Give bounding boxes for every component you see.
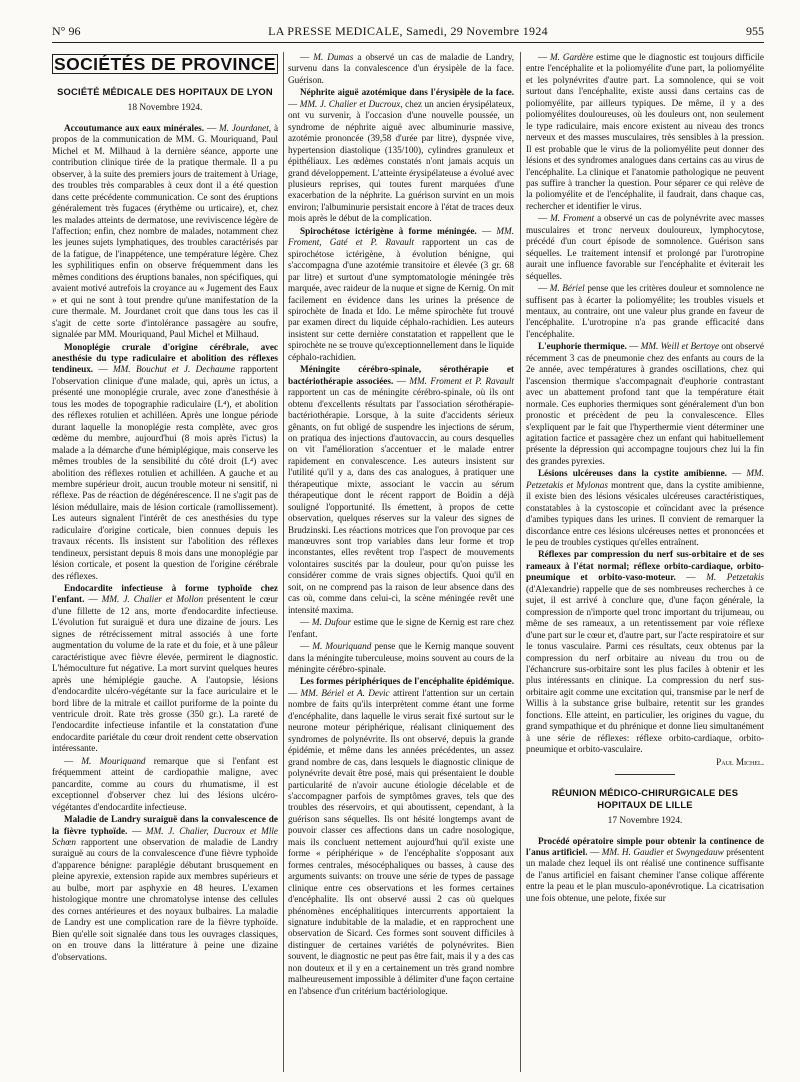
society-heading-lille: RÉUNION MÉDICO-CHIRURGICALE DES HOPITAUX DE LILLE (551, 787, 739, 811)
article-title: Méningite cérébro-spinale, sérothérapie et bactériothérapie associées. (288, 364, 514, 386)
header-rule (52, 42, 764, 43)
article-text: pense que le Kernig manque souvent dans la méningite tuberculeuse, moins souvent au cours de la méningite cérébro-spinale. (288, 641, 514, 675)
article-text: à propos de la communication de MM. G. Mouriquand, Paul Michel et M. Milhaud à la dernière séance, apporte une contribution clinique tirée de la pratique thermale. Il a pu observer, à la suite des premiers jours de traitement à Uriage, des troubles très comparables à ceux dont il a été question dans cette précédente communication. Ce sont des éruptions généralement très fugaces (érythème ou urticaire), et, chez les malades atteints de dermatose, une reviviscence légère de l'affection; enfin, chez nombre de malades, notamment chez les jeunes sujets lymphatiques, des troubles caractérisés par de la fatigue, de l'inappétence, une température légère. Chez les syphilitiques enfin on observe fréquemment dans les mêmes conditions des éruptions banales, non spécifiques, qui avaient motivé autrefois la croyance au « Jugement des Eaux » et qui ne sont à tout prendre qu'une manifestation de la cure thermale. M. Jourdanet croit que dans tous les cas il s'agit de cette sorte d'intolérance passagère au soufre, signalée par MM. Mouriquand, Paul Michel et Milhaud. (52, 122, 278, 340)
article-title: Accoutumance aux eaux minérales. (64, 122, 205, 133)
article-text: estime que le diagnostic est toujours difficile entre l'encéphalite et la poliomyélite d'une part, la poliomyélite et les polynévrites d'autre part. La somnolence, qui se voit surtout dans l'encéphalite, existe aussi dans certains cas de poliomyélite, par ailleurs typiques. De même, il y a des poliomyélites douloureuses, où les douleurs ont, non seulement le type radiculaire, mais encore existent au niveau des troncs nerveux et des masses musculaires, très sensibles à la pression. Il est probable que le virus de la poliomyélite peut donner des lésions et des syndromes analogues dans certains cas au virus de l'encéphalite. La clinique et l'anatomie pathologique ne peuvent pas suffire à trancher la question. Pour séparer ce qui relève de la poliomyélite et de l'encéphalite, il faudrait, dans chaque cas, rechercher et identifier le virus. (526, 52, 764, 211)
article: Les formes périphériques de l'encéphalite épidémique. — MM. Bériel et A. Devic attirent l'attention sur un certain nombre de faits qu'ils interprètent comme étant une forme d'encéphalite, dans laquelle le virus serait fixé surtout sur le neurone moteur périphérique, réalisant cliniquement des syndromes de polynévrite. Ils ont observé, depuis la grande épidémie, et même dans les années précédentes, un assez grand nombre de cas, dans lesquels le diagnostic clinique de polynévrite devait être posé, mais qui présentaient le double particularité de n'avoir aucune étiologie décelable et de s'accompagner parfois de symptômes graves, tels que des troubles des réservoirs, et qui aboutissent, cependant, à la guérison sans séquelles. Ils ont hésité longtemps avant de pouvoir classer ces affections dans un cadre nosologique, mais ils concluent nettement aujourd'hui qu'il existe une forme « périphérique » de l'encéphalite s'opposant aux formes centrales, mésocéphaliques ou basses, à cause des arguments suivants: on trouve une série de types de passage clinique entre ces observations et les formes certaines d'encéphalite. Ils ont observé aussi 2 cas où quelques phénomènes encéphalitiques intercurrents apportaient la signature indubitable de la maladie, et en rapprochent une observation de Sicard. Ces formes sont souvent difficiles à distinguer de certaines variétés de polynévrites. Bien souvent, le diagnostic ne peut pas être fait, mais il y a des cas non douteux et il y en a certainement un très grand nombre malheureusement impossible à délimiter d'une façon certaine en l'absence d'un critérium bactériologique. (288, 676, 514, 996)
article: Spirochétose ictérigène à forme méningée. — MM. Froment, Gaté et P. Ravault rapportent un cas de spirochétose ictérigène, à évolution bénigne, qui s'accompagna d'une azotémie transitoire et élevée (3 gr. 68 par litre) et surtout d'une symptomatologie méningée très marquée, avec raideur de la nuque et signe de Kernig. On mit facilement en évidence dans les urines la présence de spirochète de Inada et Ido. Le même spirochète fut trouvé par examen direct du liquide céphalo-rachidien. Les auteurs insistent sur cette dernière constatation et rappellent que le spirochète ne se trouve qu'exceptionnellement dans le liquide céphalo-rachidien. (288, 225, 514, 362)
article-title: Les formes périphériques de l'encéphalite épidémique. (300, 676, 514, 687)
article-text: rapportent un cas de spirochétose ictérigène, à évolution bénigne, qui s'accompagna d'une azotémie transitoire et élevée (3 gr. 68 par litre) et surtout d'une symptomatologie méningée très marquée, avec raideur de la nuque et signe de Kernig. On mit facilement en évidence dans les urines la présence de spirochète de Inada et Ido. Le même spirochète fut trouvé par examen direct du liquide céphalo-rachidien. Les auteurs insistent sur cette dernière constatation et rappellent que le spirochète ne se trouve qu'exceptionnellement dans le liquide céphalo-rachidien. (288, 237, 514, 362)
article-authors: MM. Froment, Gaté et P. Ravault (288, 225, 514, 248)
article: Maladie de Landry suraiguë dans la convalescence de la fièvre typhoïde. — MM. J. Chalier, Ducroux et Mlle Schœn rapportent une observation de maladie de Landry suraiguë au cours de la convalescence d'une fièvre typhoïde d'apparence bénigne: paraplégie débutant brusquement en pleine apyrexie, extension rapide aux membres supérieurs et au bulbe, mort par asphyxie en 48 heures. L'examen histologique montre une chromatolyse intense des cellules des cornes antérieures et des noyaux bulbaires. La maladie de Landry est une complication rare de la fièvre typhoïde. Bien qu'elle soit signalée dans tous les ouvrages classiques, on en trouve dans la littérature à peine une dizaine d'observations. (52, 814, 278, 962)
article-text: rapportent un cas de méningite cérébro-spinale, où ils ont obtenu d'excellents résultats par l'association sérothérapie-bactériothérapie. Lorsque, à la suite d'accidents sérieux gênants, on fut obligé de suspendre les injections de sérum, on pratiqua des injections d'autovaccin, au cours desquelles on vit l'amélioration s'accentuer et le malade entrer rapidement en convalescence. Les auteurs insistent sur l'utilité qu'il y a, dans des cas analogues, à pratiquer une thérapeutique mixte, associant le vaccin au sérum thérapeutique dont le récent rapport de Boidin a déjà souligné l'opportunité. Ils émettent, à propos de cette observation, quelques réserves sur la valeur des signes de Brudzinski. Les réactions motrices que l'on provoque par ces manœuvres sont trop variables dans leur forme et trop inconstantes, elles revêtent trop l'aspect de mouvements volontaires suscités par la douleur, pour qu'on puisse les considérer comme de vrais signes objectifs. Quoi qu'il en soit, on ne comprend pas la raison de leur absence dans des cas où, comme dans celui-ci, la scène méningée revêt une intensité maxima. (288, 387, 514, 615)
article-authors: MM. Weill et Bertoye (640, 341, 720, 352)
article-text: montrent que, dans la cystite amibienne, il existe bien des lésions vésicales ulcéreuses caractéristiques, constatables à la cystoscopie et coïncidant avec la présence d'amibes typiques dans les urines. Il convient de remarquer la discordance entre ces lésions ulcéreuses nettes et prononcées et le peu de troubles cystiques qu'elles entraînent. (526, 479, 764, 548)
article: Accoutumance aux eaux minérales. — M. Jourdanet, à propos de la communication de MM. G. Mouriquand, Paul Michel et M. Milhaud à la dernière séance, apporte une contribution clinique tirée de la pratique thermale. Il a pu observer, à la suite des premiers jours de traitement à Uriage, des troubles très comparables à ceux dont il a été question dans cette précédente communication. Ce sont des éruptions généralement très fugaces (érythème ou urticaire), et, chez les malades atteints de dermatose, une reviviscence légère de l'affection; enfin, chez nombre de malades, notamment chez les jeunes sujets lymphatiques, des troubles caractérisés par de la fatigue, de l'inappétence, une température légère. Chez les syphilitiques enfin on observe fréquemment dans les mêmes conditions des éruptions banales, non spécifiques, qui avaient motivé autrefois la croyance au « Jugement des Eaux » et qui ne sont à tout prendre qu'une manifestation de la cure thermale. M. Jourdanet croit que dans tous les cas il s'agit de cette sorte d'intolérance passagère au soufre, signalée par MM. Mouriquand, Paul Michel et Milhaud. (52, 122, 278, 340)
article-authors: M. Dumas (313, 52, 354, 62)
article: Réflexes par compression du nerf sus-orbitaire et de ses rameaux à l'état normal; réflexe orbito-cardiaque, orbito-pneumique et orbito-vaso-moteur. — M. Petzetakis (d'Alexandrie) rappelle que de ses nombreuses recherches à ce sujet, il est arrivé à conclure que, d'une façon générale, la compression de n'importe quel tronc important du trijumeau, ou même de ses rameaux, a un retentissement par voie réflexe d'une part sur le cœur et, d'autre part, sur l'acte respiratoire et sur le tonus vasculaire. Parmi ces résultats, ceux obtenus par la compression du nerf orbitaire au niveau du trou ou de l'échancrure sus-orbitaire sont les plus faciles à obtenir et les plus intéressants en clinique. La compression du nerf sus-orbitaire agit comme une excitation qui, transmise par le nerf de Willis à la substance grise bulbaire, retentit sur les grandes fonctions. Elle atteint, en particulier, les origines du vague, du grand sympathique et du phrénique et donne lieu simultanément à une série de réflexes: réflexe orbito-cardiaque, orbito-pneumique et orbito-vasculaire. (526, 549, 764, 755)
article-text: a observé un cas de polynévrite avec masses musculaires et tronc nerveux douloureux, lymphocytose, précédé d'un court épisode de somnolence. Guérison sans séquelles. Le traitement intensif et prolongé par l'urotropine aurait une influence favorable sur l'encéphalite et éviterait les séquelles. (526, 213, 764, 281)
article-authors: MM. J. Chalier et Ducroux (299, 98, 401, 109)
article-authors: MM. Bériel et A. Devic (300, 687, 390, 698)
article-title: Lésions ulcéreuses dans la cystite amibienne. (538, 468, 727, 479)
article-authors: M. Bériel (549, 283, 585, 294)
article: — M. Bériel pense que les critères douleur et somnolence ne suffisent pas à écarter la poliomyélite; les troubles visuels et mentaux, au contraire, ont une valeur plus grande en faveur de l'encéphalite. L'urotropine n'a pas grande efficacité dans l'encéphalite. (526, 283, 764, 339)
article-text: estime que le signe de Kernig est rare chez l'enfant. (288, 617, 514, 639)
article-title: Spirochétose ictérigène à forme méningée. (300, 225, 477, 236)
article-authors: MM. J. Chalier, Ducroux et Mlle Schœn (52, 825, 278, 847)
article-authors: M. Froment (550, 213, 595, 224)
article: — M. Mouriquand pense que le Kernig manque souvent dans la méningite tuberculeuse, moins souvent au cours de la méningite cérébro-spinale. (288, 641, 514, 675)
article-text: remarque que si l'enfant est fréquemment atteint de cardiopathie maligne, avec pancardite, comme au cours du rhumatisme, il est exceptionnel d'observer chez lui des lésions ulcéro-végétantes d'endocardite infectieuse. (52, 755, 278, 812)
article: Méningite cérébro-spinale, sérothérapie et bactériothérapie associées. — MM. Froment et P. Ravault rapportent un cas de méningite cérébro-spinale, où ils ont obtenu d'excellents résultats par l'association sérothérapie-bactériothérapie. Lorsque, à la suite d'accidents sérieux gênants, on fut obligé de suspendre les injections de sérum, on pratiqua des injections d'autovaccin, au cours desquelles on vit l'amélioration s'accentuer et le malade entrer rapidement en convalescence. Les auteurs insistent sur l'utilité qu'il y a, dans des cas analogues, à pratiquer une thérapeutique mixte, associant le vaccin au sérum thérapeutique dont le récent rapport de Boidin a déjà souligné l'opportunité. Ils émettent, à propos de cette observation, quelques réserves sur la valeur des signes de Brudzinski. Les réactions motrices que l'on provoque par ces manœuvres sont trop variables dans leur forme et trop inconstantes, elles revêtent trop l'aspect de mouvements volontaires suscités par la douleur, pour qu'on puisse les considérer comme de vrais signes objectifs. Quoi qu'il en soit, on ne comprend pas la raison de leur absence dans des cas où, comme dans celui-ci, la scène méningée revêt une intensité maxima. (288, 364, 514, 615)
article-text: a observé un cas de maladie de Landry, survenu dans la convalescence d'un érysipèle de la face. Guérison. (288, 52, 514, 85)
article-text: ont observé récemment 3 cas de pneumonie chez des enfants au cours de la 2e année, avec températures à grandes oscillations, chez qui l'ascension thermique s'accompagnait d'euphorie contrastant avec un abattement profond tant que la température était normale. Ces euphories thermiques sont généralement d'un bon pronostic et précèdent de peu la convalescence. Elles s'expliquent par le fait que l'hyperthermie vient déterminer une agitation factice et passagère chez un enfant qui habituellement présente la dépression qui accompagne toujours chez lui la fin des grandes pyrexies. (526, 341, 764, 466)
article: Procédé opératoire simple pour obtenir la continence de l'anus artificiel. — MM. H. Gaudier et Swyngedauw présentent un malade chez lequel ils ont réalisé une continence suffisante de l'anus artificiel en faisant cheminer l'anse colique afférente entre la peau et le plan musculo-aponévrotique. La cicatrisation une fois obtenue, une pelote, fixée sur (526, 835, 764, 903)
article: — M. Gardère estime que le diagnostic est toujours difficile entre l'encéphalite et la poliomyélite d'une part, la poliomyélite et les polynévrites d'autre part. La somnolence, qui se voit surtout dans l'encéphalite, existe aussi dans certains cas de poliomyélite, par ailleurs typiques. De même, il y a des poliomyélites douloureuses, où les douleurs ont, non seulement le type radiculaire, mais encore existent au niveau des troncs nerveux et des masses musculaires, très sensibles à la pression. Il est probable que le virus de la poliomyélite peut donner des lésions et des syndromes analogues dans certains cas au virus de l'encéphalite. La clinique et l'anatomie pathologique ne peuvent pas suffire à trancher la question. Pour séparer ce qui relève de la poliomyélite et de l'encéphalite, il faudrait, dans chaque cas, rechercher et identifier le virus. (526, 52, 764, 211)
column-1 (52, 52, 278, 1082)
article: — M. Mouriquand remarque que si l'enfant est fréquemment atteint de cardiopathie maligne, avec pancardite, comme au cours du rhumatisme, il est exceptionnel d'observer chez lui des lésions ulcéro-végétantes d'endocardite infectieuse. (52, 755, 278, 812)
article-title: Endocardite infectieuse à forme typhoïde chez l'enfant. (52, 583, 278, 605)
article-authors: MM. Petzetakis et Mylonas (526, 468, 764, 490)
section-title: SOCIÉTÉS DE PROVINCE (52, 54, 278, 74)
article-text: présentent le cœur d'une fillette de 12 ans, morte d'endocardite infectieuse. L'évolution fut suraiguë et dura une dizaine de jours. Les signes de rétrécissement mitral associés à une forte augmentation du volume de la rate et du foie, et à une pâleur caractéristique avec fièvre élevée, permirent le diagnostic. L'hémoculture fut négative. La mort survint quelques heures après une hémiplégie gauche. A l'autopsie, lésions d'endocardite ulcéro-végétante sur la face auriculaire et le bord libre de la mitrale et caillot puriforme de la pointe du ventricule droit. Rate très grosse (350 gr.). La rareté de l'endocardite infectieuse infantile et la constatation d'une endocardite pariétale du cœur droit rendent cette observation intéressante. (52, 594, 278, 754)
article-text: attirent l'attention sur un certain nombre de faits qu'ils interprètent comme étant une forme d'encéphalite, dans laquelle le virus serait fixé surtout sur le neurone moteur périphérique, réalisant cliniquement des syndromes de polynévrite. Ils ont observé, depuis la grande épidémie, et même dans les années précédentes, un assez grand nombre de cas, dans lesquels le diagnostic clinique de polynévrite devait être posé, mais qui présentaient le double particularité de n'avoir aucune étiologie décelable et de s'accompagner parfois de symptômes graves, tels que des troubles des réservoirs, et qui aboutissent, cependant, à la guérison sans séquelles. Ils ont hésité longtemps avant de pouvoir classer ces affections dans un cadre nosologique, mais ils concluent nettement aujourd'hui qu'il existe une forme « périphérique » de l'encéphalite s'opposant aux formes centrales, mésocéphaliques ou basses, à cause des arguments suivants: on trouve une série de types de passage clinique entre ces observations et les formes certaines d'encéphalite. Ils ont observé aussi 2 cas où quelques phénomènes encéphalitiques intercurrents apportaient la signature indubitable de la maladie, et en rapprochent une observation de Sicard. Ces formes sont souvent difficiles à distinguer de certaines variétés de polynévrites. Bien souvent, le diagnostic ne peut pas être fait, mais il y a des cas non douteux et il y en a certainement un très grand nombre malheureusement impossible à délimiter d'une façon certaine en l'absence d'un critérium bactériologique. (288, 687, 514, 996)
article-authors: M. Petzetakis (706, 572, 764, 583)
article: — M. Froment a observé un cas de polynévrite avec masses musculaires et tronc nerveux douloureux, lymphocytose, précédé d'un court épisode de somnolence. Guérison sans séquelles. Le traitement intensif et prolongé par l'urotropine aurait une influence favorable sur l'encéphalite et éviterait les séquelles. (526, 213, 764, 281)
article: L'euphorie thermique. — MM. Weill et Bertoye ont observé récemment 3 cas de pneumonie chez des enfants au cours de la 2e année, avec températures à grandes oscillations, chez qui l'ascension thermique s'accompagnait d'euphorie contrastant avec un abattement profond tant que la température était normale. Ces euphories thermiques sont généralement d'un bon pronostic et précèdent de peu la convalescence. Elles s'expliquent par le fait que l'hyperthermie vient déterminer une agitation factice et passagère chez un enfant qui habituellement présente la dépression qui accompagne toujours chez lui la fin des grandes pyrexies. (526, 341, 764, 466)
journal-title: LA PRESSE MEDICALE, Samedi, 29 Novembre 1924 (268, 24, 548, 38)
article-text: rapportent l'observation clinique d'une malade, qui, après un ictus, a présenté une monoplégie crurale, avec zone d'anesthésie à tous les modes de topographie radiculaire (L⁴), et abolition des réflexes rotulien et achilléen. Après une longue période durant laquelle la monoplégie resta complète, avec gros œdème du membre, aujourd'hui (8 mois après l'ictus) la malade a la démarche d'une hémiplégique, mais conserve les mêmes troubles de la sensibilité du côté droit (L⁴) avec abolition des réflexes rotulien et achilléen. A gauche et au membre supérieur droit, aucun trouble moteur ni sensitif, ni réflexe. Pas de réaction de dégénérescence. Il ne s'agit pas de lésion médullaire, mais de lésion corticale (ramollissement). Les auteurs signalent l'intérêt de ces anesthésies du type radiculaire d'origine corticale, bien connues depuis les travaux récents. Ils insistent sur l'abolition des réflexes tendineux, persistant depuis 8 mois dans une monoplégie par lésion corticale, et posent la question de l'origine cérébrale des réflexes. (52, 364, 278, 581)
running-header (52, 24, 764, 40)
issue-number: N° 96 (52, 24, 81, 38)
article-text: chez un ancien érysipélateux, ont vu survenir, à l'occasion d'une nouvelle poussée, un syndrome de néphrite aiguë avec albuminurie massive, azotémie prononcée (39,58 d'urée par litre), dyspnée vive, hypertension diastolique (135/100), cylindres granuleux et épithéliaux. Les œdèmes constatés n'ont jamais acquis un grand développement. L'atteinte érysipélateuse a évolué avec plusieurs reprises, qui toutes furent marquées d'une exacerbation de la néphrite. La guérison survint en un mois environ; l'albuminurie persistait encore à l'état de traces deux mois après le début de la complication. (288, 98, 514, 224)
article-title: Réflexes par compression du nerf sus-orbitaire et de ses rameaux à l'état normal; réflexe orbito-cardiaque, orbito-pneumique et orbito-vaso-moteur. (526, 549, 764, 583)
article: — M. Dumas a observé un cas de maladie de Landry, survenu dans la convalescence d'un érysipèle de la face. Guérison. (288, 52, 514, 85)
article-authors: M. Dufour (311, 617, 352, 628)
article-text: rapportent une observation de maladie de Landry suraiguë au cours de la convalescence d'une fièvre typhoïde d'apparence bénigne: paraplégie débutant brusquement en pleine apyrexie, extension rapide aux membres supérieurs et au bulbe, mort par asphyxie en 48 heures. L'examen histologique montre une chromatolyse intense des cellules des cornes antérieures et des noyaux bulbaires. La maladie de Landry est une complication rare de la fièvre typhoïde. Bien qu'elle soit signalée dans tous les ouvrages classiques, on en trouve dans la littérature à peine une dizaine d'observations. (52, 837, 278, 962)
session-date: 18 Novembre 1924. (127, 103, 203, 114)
article-title: L'euphorie thermique. (538, 341, 627, 352)
article: — M. Dufour estime que le signe de Kernig est rare chez l'enfant. (288, 617, 514, 639)
article: Endocardite infectieuse à forme typhoïde chez l'enfant. — MM. J. Chalier et Mollon présentent le cœur d'une fillette de 12 ans, morte d'endocardite infectieuse. L'évolution fut suraiguë et dura une dizaine de jours. Les signes de rétrécissement mitral associés à une forte augmentation du volume de la rate et du foie, et à une pâleur caractéristique avec fièvre élevée, permirent le diagnostic. L'hémoculture fut négative. La mort survint quelques heures après une hémiplégie gauche. A l'autopsie, lésions d'endocardite ulcéro-végétante sur la face auriculaire et le bord libre de la mitrale et caillot puriforme de la pointe du ventricule droit. Rate très grosse (350 gr.). La rareté de l'endocardite infectieuse infantile et la constatation d'une endocardite pariétale du cœur droit rendent cette observation intéressante. (52, 583, 278, 754)
article-authors: MM. H. Gaudier et Swyngedauw (601, 847, 724, 857)
page-number: 955 (746, 24, 764, 38)
article-title: Procédé opératoire simple pour obtenir la continence de l'anus artificiel. (526, 835, 764, 857)
column-3 (526, 52, 764, 1082)
article-text: pense que les critères douleur et somnolence ne suffisent pas à écarter la poliomyélite; les troubles visuels et mentaux, au contraire, ont une valeur plus grande en faveur de l'encéphalite. L'urotropine n'a pas grande efficacité dans l'encéphalite. (526, 283, 764, 339)
article: Lésions ulcéreuses dans la cystite amibienne. — MM. Petzetakis et Mylonas montrent que, dans la cystite amibienne, il existe bien des lésions vésicales ulcéreuses caractéristiques, constatables à la cystoscopie et coïncidant avec la présence d'amibes typiques dans les urines. Il convient de remarquer la discordance entre ces lésions ulcéreuses nettes et prononcées et le peu de troubles cystiques qu'elles entraînent. (526, 468, 764, 548)
article-text: présentent un malade chez lequel ils ont réalisé une continence suffisante de l'anus artificiel en faisant cheminer l'anse colique afférente entre la peau et le plan musculo-aponévrotique. La cicatrisation une fois obtenue, une pelote, fixée sur (526, 847, 764, 903)
article-authors: MM. Bouchut et J. Dechaume (113, 364, 235, 375)
column-rule (520, 52, 521, 1072)
article-text: (d'Alexandrie) rappelle que de ses nombreuses recherches à ce sujet, il est arrivé à conclure que, d'une façon générale, la compression de n'importe quel tronc important du trijumeau, ou même de ses rameaux, a un retentissement par voie réflexe d'une part sur le cœur et, d'autre part, sur l'acte respiratoire et sur le tonus vasculaire. Parmi ces résultats, ceux obtenus par la compression du nerf orbitaire au niveau du trou ou de l'échancrure sus-orbitaire sont les plus faciles à obtenir et les plus intéressants en clinique. La compression du nerf sus-orbitaire agit comme une excitation qui, transmise par le nerf de Willis à la substance grise bulbaire, retentit sur les grandes fonctions. Elle atteint, en particulier, les origines du vague, du grand sympathique et du phrénique et donne lieu simultanément à une série de réflexes: réflexe orbito-cardiaque, orbito-pneumique et orbito-vasculaire. (526, 583, 764, 755)
article-title: Néphrite aiguë azotémique dans l'érysipèle de la face. (300, 87, 514, 98)
article: Néphrite aiguë azotémique dans l'érysipèle de la face. — MM. J. Chalier et Ducroux, chez un ancien érysipélateux, ont vu survenir, à l'occasion d'une nouvelle poussée, un syndrome de néphrite aiguë avec albuminurie massive, azotémie prononcée (39,58 d'urée par litre), dyspnée vive, hypertension diastolique (135/100), cylindres granuleux et épithéliaux. Les œdèmes constatés n'ont jamais acquis un grand développement. L'atteinte érysipélateuse a évolué avec plusieurs reprises, qui toutes furent marquées d'une exacerbation de la néphrite. La guérison survint en un mois environ; l'albuminurie persistait encore à l'état de traces deux mois après le début de la complication. (288, 87, 514, 224)
column-2 (288, 52, 514, 1082)
article-authors: M. Mouriquand (312, 641, 372, 652)
column-rule (283, 52, 284, 1072)
article-authors: M. Jourdanet (219, 122, 269, 133)
section-divider (615, 774, 675, 775)
article-authors: M. Gardère (550, 52, 594, 62)
society-heading-lyon: SOCIÉTÉ MÉDICALE DES HOPITAUX DE LYON (57, 86, 273, 98)
article-authors: MM. Froment et P. Ravault (409, 375, 514, 386)
session-date: 17 Novembre 1924. (607, 816, 683, 827)
article-title: Monoplégie crurale d'origine cérébrale, avec anesthésie du type radiculaire et abolition des réflexes tendineux. (52, 341, 278, 375)
article-authors: M. Mouriquand (81, 755, 146, 766)
article-authors: MM. J. Chalier et Mollon (101, 594, 204, 605)
article-title: Maladie de Landry suraiguë dans la convalescence de la fièvre typhoïde. (52, 814, 278, 836)
signature: Paul Michel. (716, 756, 764, 767)
article: Monoplégie crurale d'origine cérébrale, avec anesthésie du type radiculaire et abolition des réflexes tendineux. — MM. Bouchut et J. Dechaume rapportent l'observation clinique d'une malade, qui, après un ictus, a présenté une monoplégie crurale, avec zone d'anesthésie à tous les modes de topographie radiculaire (L⁴), et abolition des réflexes rotulien et achilléen. Après une longue période durant laquelle la monoplégie resta complète, avec gros œdème du membre, aujourd'hui (8 mois après l'ictus) la malade a la démarche d'une hémiplégique, mais conserve les mêmes troubles de la sensibilité du côté droit (L⁴) avec abolition des réflexes rotulien et achilléen. A gauche et au membre supérieur droit, aucun trouble moteur ni sensitif, ni réflexe. Pas de réaction de dégénérescence. Il ne s'agit pas de lésion médullaire, mais de lésion corticale (ramollissement). Les auteurs signalent l'intérêt de ces anesthésies du type radiculaire d'origine corticale, bien connues depuis les travaux récents. Ils insistent sur l'abolition des réflexes tendineux, persistant depuis 8 mois dans une monoplégie par lésion corticale, et posent la question de l'origine cérébrale des réflexes. (52, 341, 278, 581)
